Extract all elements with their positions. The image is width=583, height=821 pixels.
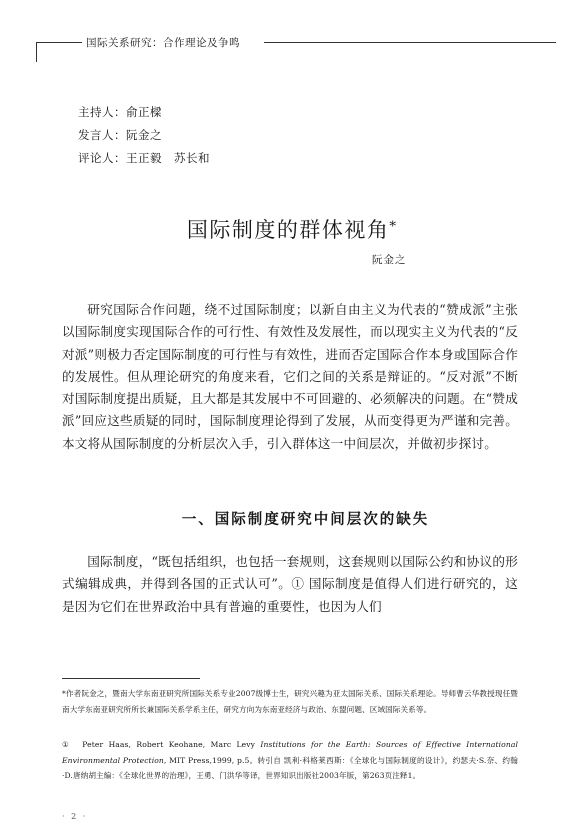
speaker-label: 发言人： [78,128,126,142]
article-title-block [0,214,583,244]
article-title: 国际制度的群体视角 [186,218,390,242]
running-title: 国际关系研究：合作理论及争鸣 [86,37,240,49]
running-header [36,34,556,62]
footnote-rule [62,678,200,679]
footnote-1-suffix: , MIT Press,1999, p.5。转引自 凯利·科格莱西斯：《全球化与国际制度的设计》，约瑟夫·S.奈、约翰·D.唐纳胡主编：《全球化世界的治理》，王勇、门洪华等译，世界知识出版社2003年版，第263页注释1。 [62,755,518,780]
host-label: 主持人： [78,105,126,119]
speaker-name: 阮金之 [126,128,162,142]
footnote-1-title: Institutions for the Earth: Sources of Effective International Environmental Protection [62,740,518,765]
header-rule-vertical [36,42,37,62]
header-rule-right [264,42,556,43]
host-line [78,104,162,120]
body-paragraph: 国际制度，“既包括组织，也包括一套规则，这套规则以国际公约和协议的形式编辑成典，并得到各国的正式认可”。① 国际制度是值得人们进行研究的，这是因为它们在世界政治中具有普遍的重要性，也因为人们 [62,554,518,614]
article-author: 阮金之 [372,254,407,266]
footnote-1 [62,737,518,784]
speaker-line [78,127,162,143]
section-heading [0,508,583,529]
page-number: · 2 · [62,812,88,821]
host-name: 俞正樑 [126,105,162,119]
header-rule-left [36,42,82,43]
commentator-names: 王正毅 苏长和 [126,151,210,165]
abstract-paragraph: 研究国际合作问题，绕不过国际制度；以新自由主义为代表的“赞成派”主张以国际制度实现国际合作的可行性、有效性及发展性，而以现实主义为代表的“反对派”则极力否定国际制度的可行性与有效性，进而否定国际合作本身或国际合作的发展性。但从理论研究的角度来看，它们之间的关系是辩证的。“反对派”不断对国际制度提出质疑，且大都是其发展中不可回避的、必须解决的问题。在“赞成派”回应这些质疑的同时，国际制度理论得到了发展，从而变得更为严谨和完善。本文将从国际制度的分析层次入手，引入群体这一中间层次，并做初步探讨。 [62,302,518,451]
commentator-line [78,150,210,166]
section-heading-number: 一、 [181,511,215,528]
footnote-1-prefix: ① Peter Haas, Robert Keohane, Marc Levy [62,740,261,749]
footnote-author: *作者阮金之，暨南大学东南亚研究所国际关系专业2007级博士生，研究兴趣为亚太国际关系、国际关系理论。导师曹云华教授现任暨南大学东南亚研究所所长兼国际关系学系主任，研究方向为东南亚经济与政治、东盟问题、区域国际关系等。 [62,689,518,714]
section-heading-text: 国际制度研究中间层次的缺失 [214,511,430,528]
commentator-label: 评论人： [78,151,126,165]
title-footnote-mark: * [389,219,397,235]
